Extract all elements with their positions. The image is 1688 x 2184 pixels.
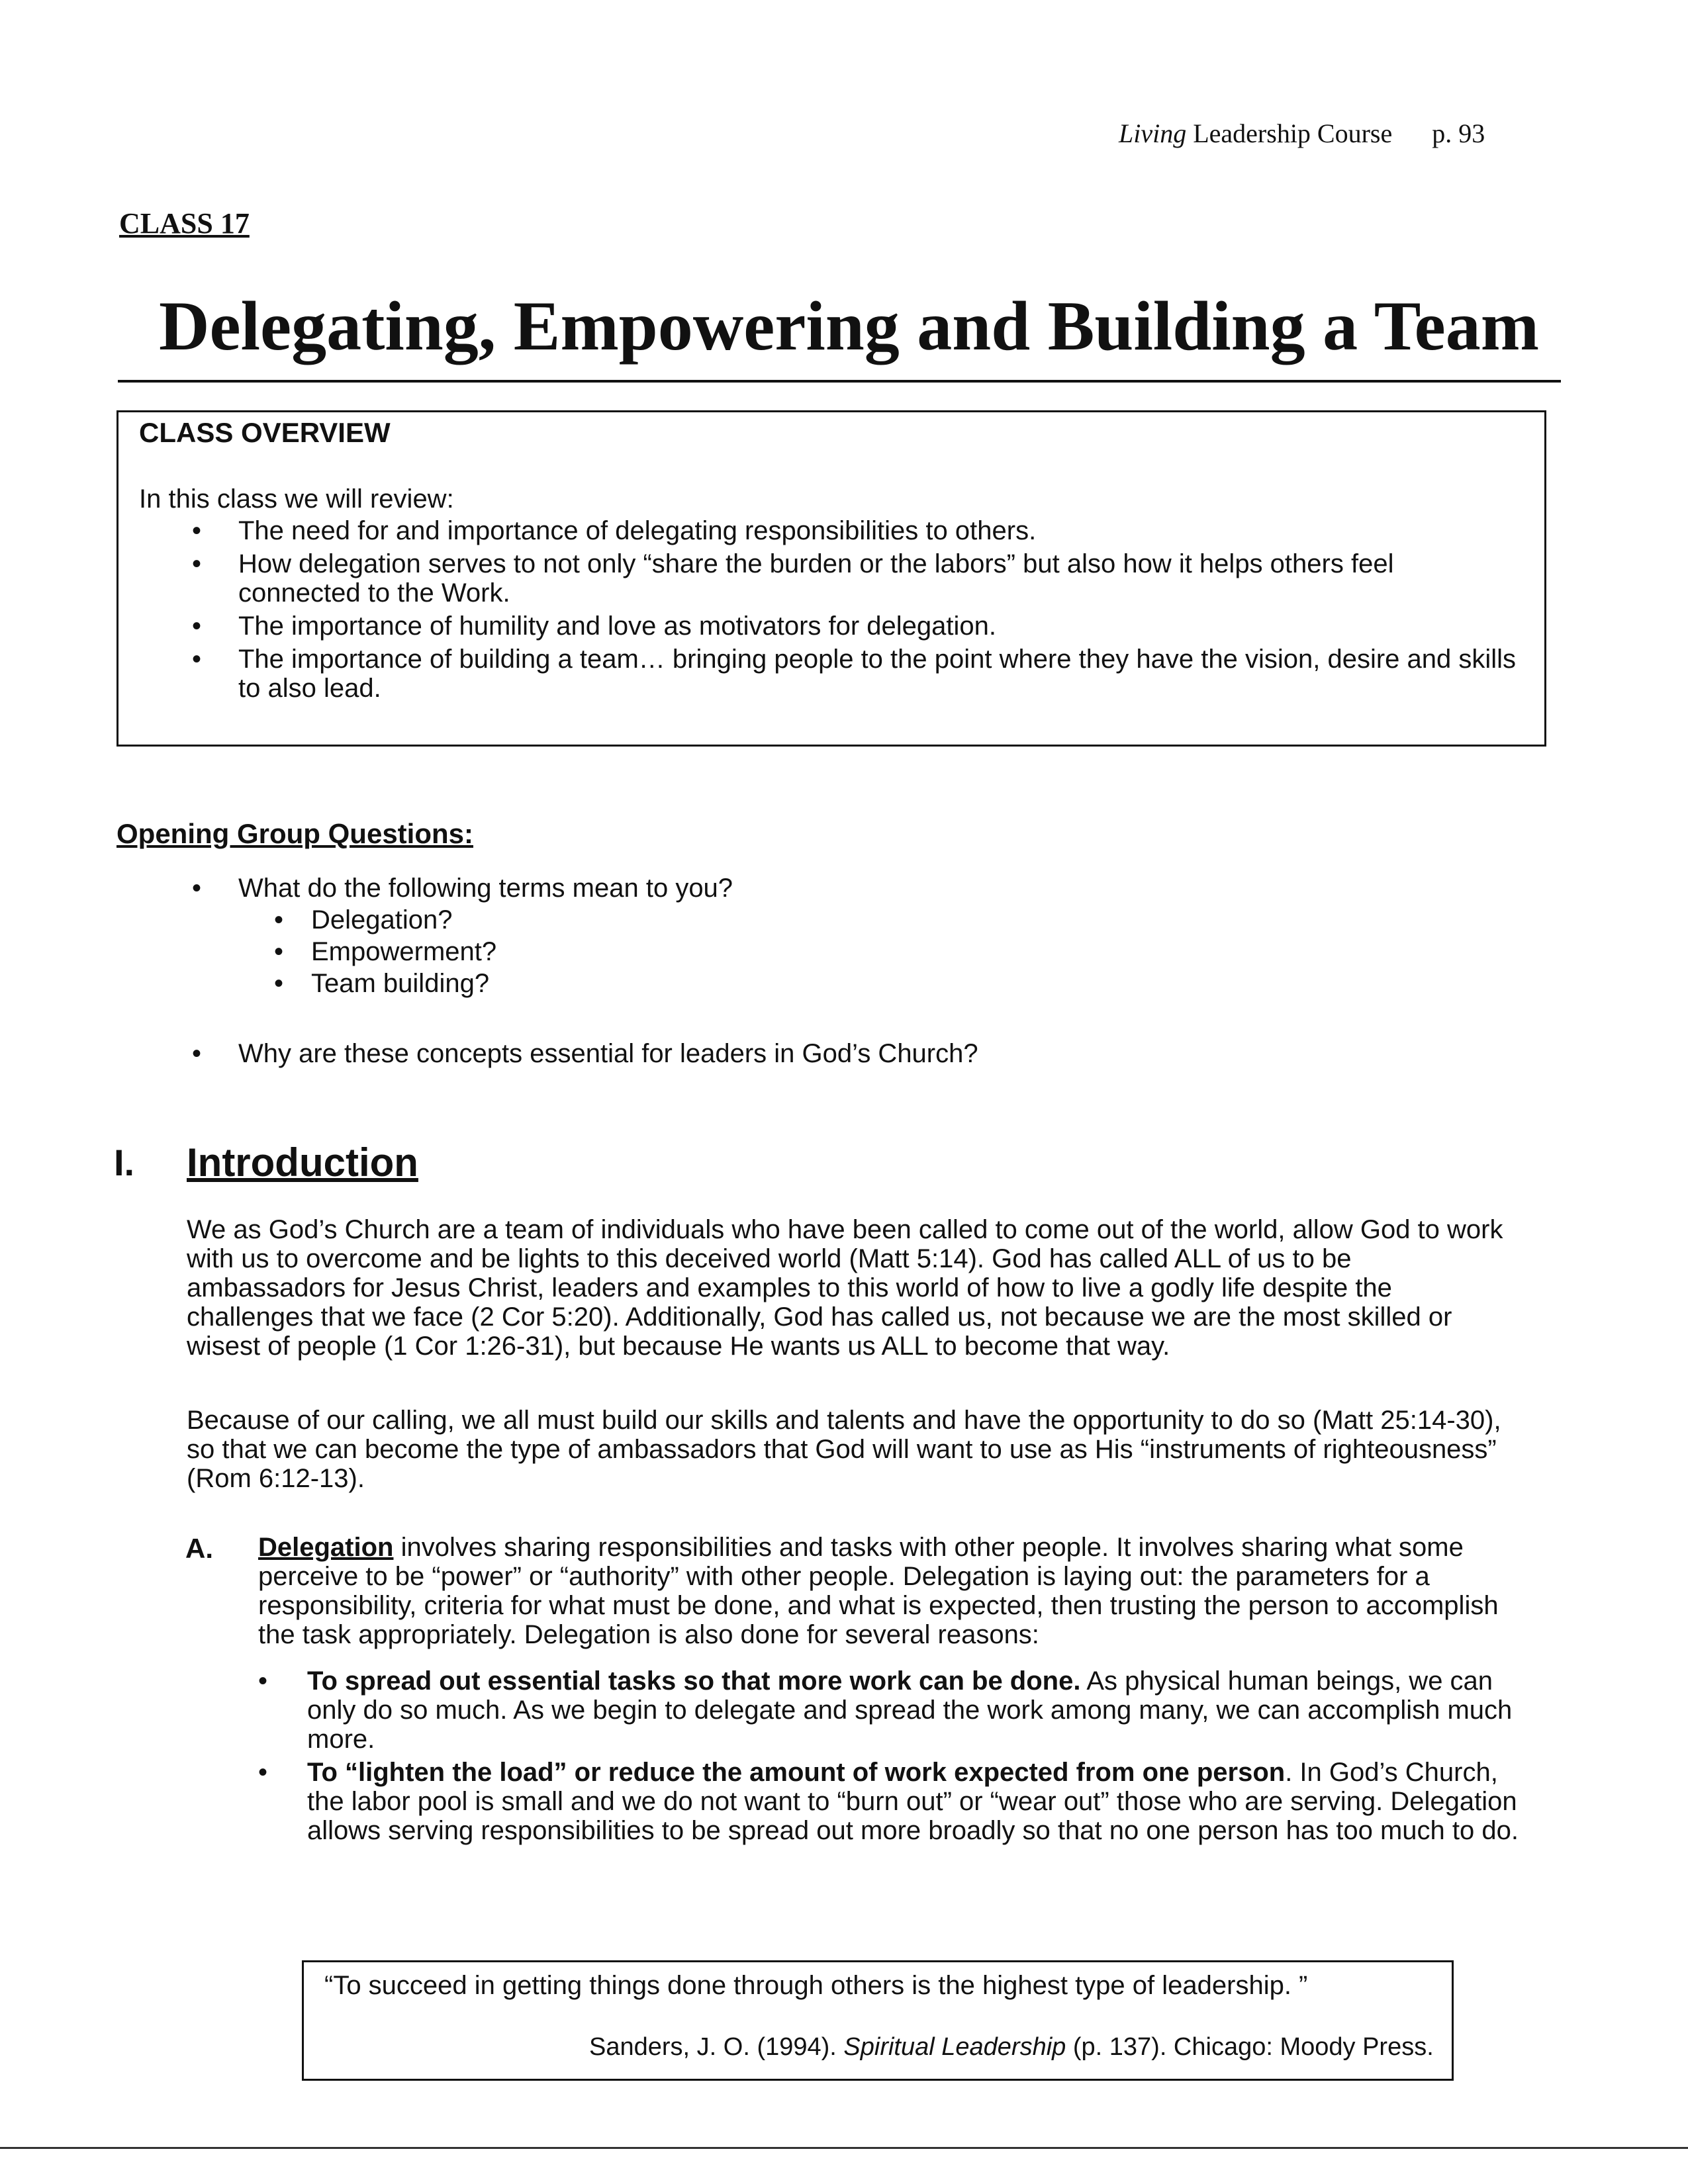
sub-question-text: Empowerment?	[311, 937, 497, 966]
overview-item: • The importance of building a team… bringing people to the point where they have the vision, desire and skills to also lead.	[192, 645, 1523, 703]
intro-paragraph-2: Because of our calling, we all must build our skills and talents and have the opportunity to do so (Matt 25:14-30), so that we can become the type of ambassadors that God will want to use as His “instruments of righteousness” (Rom 6:12-13).	[187, 1406, 1501, 1493]
opening-questions-heading: Opening Group Questions:	[117, 818, 473, 849]
page-bottom-edge	[0, 2147, 1688, 2149]
bullet-icon: •	[274, 937, 284, 966]
reason-text: As physical human beings, we can only do so much. As we begin to delegate and spread the work among many, we can accomplish much more.	[307, 1666, 1513, 1754]
introduction-heading: Introduction	[187, 1140, 418, 1185]
overview-intro: In this class we will review:	[139, 484, 454, 514]
subsection-letter: A.	[185, 1533, 213, 1564]
reason-item	[258, 1666, 1536, 1754]
citation-author: Sanders, J. O. (1994).	[589, 2033, 844, 2061]
quote-text: “To succeed in getting things done through others is the highest type of leadership. ”	[324, 1971, 1308, 2000]
delegation-term: Delegation	[258, 1533, 394, 1562]
delegation-text: involves sharing responsibilities and tasks with other people. It involves sharing what some perceive to be “power” or “authority” with other people. Delegation is laying out: the parameters for a responsibility, criteria for what must be done, and what is expected, then trusting the person to accomplish the task appropriately. Delegation is also done for several reasons:	[258, 1533, 1499, 1649]
overview-item: • The importance of humility and love as motivators for delegation.	[192, 612, 1523, 641]
citation-work: Spiritual Leadership	[843, 2033, 1066, 2061]
reason-text: . In God’s Church, the labor pool is small and we do not want to “burn out” or “wear out” those who are serving. Delegation allows serving responsibilities to be spread out more broadly so that no one person has too much to do.	[307, 1758, 1519, 1845]
bullet-icon: •	[274, 969, 284, 998]
section-numeral: I.	[114, 1142, 135, 1183]
running-header	[1119, 118, 1485, 149]
overview-item: • How delegation serves to not only “share the burden or the labors” but also how it helps others feel connected to the Work.	[192, 549, 1523, 608]
question-text: Why are these concepts essential for leaders in God’s Church?	[238, 1039, 978, 1068]
sub-question-text: Team building?	[311, 969, 490, 998]
citation-publisher: (p. 137). Chicago: Moody Press.	[1066, 2033, 1434, 2061]
sub-question-text: Delegation?	[311, 905, 453, 934]
bullet-icon: •	[192, 1039, 202, 1068]
overview-list	[192, 516, 1523, 707]
title-divider	[118, 380, 1561, 383]
reason-lead: To “lighten the load” or reduce the amount of work expected from one person	[307, 1758, 1286, 1787]
page-number: p. 93	[1432, 118, 1485, 148]
course-name-italic: Living	[1119, 118, 1187, 148]
overview-heading: CLASS OVERVIEW	[139, 417, 391, 448]
bullet-icon: •	[192, 874, 202, 903]
reason-item	[258, 1758, 1536, 1845]
reason-lead: To spread out essential tasks so that more work can be done.	[307, 1666, 1081, 1696]
question-text: What do the following terms mean to you?	[238, 874, 733, 903]
delegation-paragraph	[258, 1533, 1529, 1649]
quote-citation	[589, 2033, 1434, 2062]
course-name: Leadership Course	[1186, 118, 1393, 148]
delegation-reasons-list	[258, 1666, 1536, 1849]
intro-paragraph-1: We as God’s Church are a team of individuals who have been called to come out of the world, allow God to work with us to overcome and be lights to this deceived world (Matt 5:14). God has called ALL of us to be ambassadors for Jesus Christ, leaders and examples to this world of how to live a godly life despite the challenges that we face (2 Cor 5:20). Additionally, God has called us, not because we are the most skilled or wisest of people (1 Cor 1:26-31), but because He wants us ALL to become that way.	[187, 1215, 1503, 1361]
bullet-icon: •	[274, 905, 284, 934]
overview-item: • The need for and importance of delegating responsibilities to others.	[192, 516, 1523, 545]
page-title: Delegating, Empowering and Building a Team	[159, 287, 1540, 365]
class-label: CLASS 17	[119, 207, 250, 240]
